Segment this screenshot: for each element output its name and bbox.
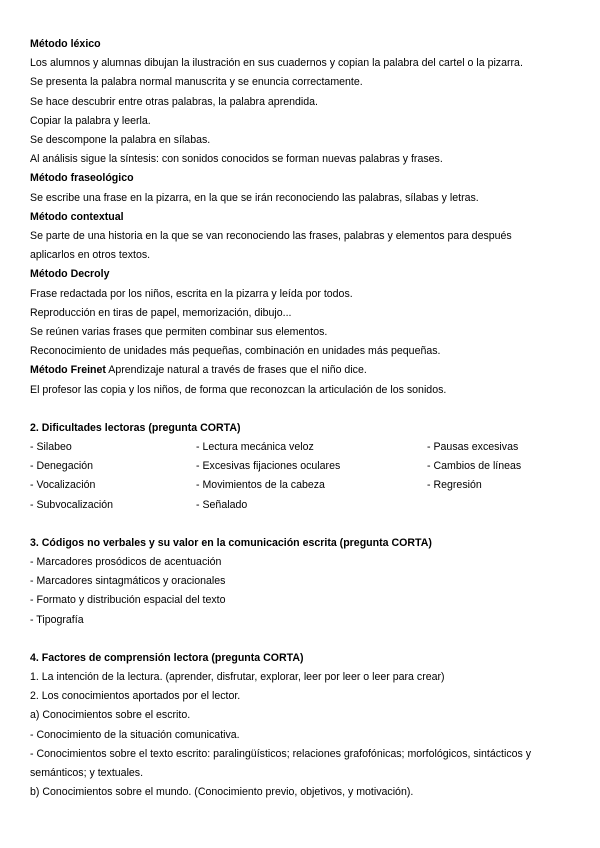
section-spacer: [30, 515, 570, 534]
method-contextual-line: Se parte de una historia en la que se van reconociendo las frases, palabras y elementos para después: [30, 230, 512, 243]
method-decroly-title: Método Decroly: [30, 268, 110, 281]
paragraph-line: a) Conocimientos sobre el escrito.: [30, 709, 191, 722]
difficulties-row: [30, 476, 570, 495]
section-2-title: 2. Dificultades lectoras (pregunta CORTA): [30, 421, 241, 434]
list-item: - Marcadores sintagmáticos y oracionales: [30, 575, 226, 588]
paragraph-line: semánticos; y textuales.: [30, 767, 144, 780]
section-spacer: [30, 400, 570, 419]
difficulties-row: [30, 438, 570, 457]
section-3-title: 3. Códigos no verbales y su valor en la comunicación escrita (pregunta CORTA): [30, 536, 432, 549]
paragraph-line: b) Conocimientos sobre el mundo. (Conocimiento previo, objetivos, y motivación).: [30, 786, 414, 799]
list-item: - Formato y distribución espacial del texto: [30, 594, 226, 607]
method-decroly-line: Reconocimiento de unidades más pequeñas, combinación en unidades más pequeñas.: [30, 345, 441, 358]
method-contextual-line: aplicarlos en otros textos.: [30, 249, 151, 262]
method-contextual-title: Método contextual: [30, 210, 124, 223]
method-freinet-line: El profesor las copia y los niños, de forma que reconozcan la articulación de los sonidos.: [30, 383, 447, 396]
difficulty-item: - Subvocalización: [30, 498, 114, 511]
list-item: - Marcadores prosódicos de acentuación: [30, 556, 222, 569]
method-fraseologico-line: Se escribe una frase en la pizarra, en la que se irán reconociendo las palabras, sílabas y letras.: [30, 191, 479, 204]
difficulty-item: - Movimientos de la cabeza: [196, 479, 325, 492]
method-lexico-line: Se hace descubrir entre otras palabras, la palabra aprendida.: [30, 95, 318, 108]
list-item: - Tipografía: [30, 613, 84, 626]
method-lexico-line: Al análisis sigue la síntesis: con sonidos conocidos se forman nuevas palabras y frases.: [30, 153, 443, 166]
paragraph-line: 2. Los conocimientos aportados por el lector.: [30, 690, 241, 703]
difficulty-item: - Regresión: [427, 479, 482, 492]
method-lexico-line: Se descompone la palabra en sílabas.: [30, 134, 211, 147]
method-lexico-line: Se presenta la palabra normal manuscrita y se enuncia correctamente.: [30, 76, 363, 89]
difficulty-item: - Denegación: [30, 460, 94, 473]
difficulty-item: - Vocalización: [30, 479, 96, 492]
method-decroly-line: Frase redactada por los niños, escrita en la pizarra y leída por todos.: [30, 287, 353, 300]
difficulty-item: - Silabeo: [30, 441, 72, 454]
section-spacer: [30, 630, 570, 649]
difficulty-item: - Señalado: [196, 498, 248, 511]
paragraph-line: - Conocimiento de la situación comunicativa.: [30, 728, 240, 741]
method-lexico-title: Método léxico: [30, 38, 101, 50]
method-fraseologico-title: Método fraseológico: [30, 172, 134, 185]
method-decroly-line: Se reúnen varias frases que permiten combinar sus elementos.: [30, 326, 328, 339]
method-lexico-line: Copiar la palabra y leerla.: [30, 114, 151, 127]
method-lexico-line: Los alumnos y alumnas dibujan la ilustración en sus cuadernos y copian la palabra del cartel o la pizarra.: [30, 57, 523, 70]
method-decroly-line: Reproducción en tiras de papel, memorización, dibujo...: [30, 306, 292, 319]
paragraph-line: 1. La intención de la lectura. (aprender, disfrutar, explorar, leer por leer o leer para crear): [30, 671, 445, 684]
paragraph-line: - Conocimientos sobre el texto escrito: paralingüísticos; relaciones grafofónicas; morfológicos, sintácticos y: [30, 747, 532, 760]
method-freinet-inline: Aprendizaje natural a través de frases que el niño dice.: [105, 364, 367, 377]
difficulties-row: [30, 496, 570, 515]
method-freinet-line: [30, 361, 570, 380]
difficulty-item: - Cambios de líneas: [427, 460, 522, 473]
difficulty-item: - Pausas excesivas: [427, 441, 519, 454]
difficulty-item: - Excesivas fijaciones oculares: [196, 460, 341, 473]
method-freinet-title: Método Freinet: [30, 364, 106, 377]
difficulty-item: - Lectura mecánica veloz: [196, 441, 314, 454]
section-4-title: 4. Factores de comprensión lectora (pregunta CORTA): [30, 651, 304, 664]
difficulties-row: [30, 457, 570, 476]
